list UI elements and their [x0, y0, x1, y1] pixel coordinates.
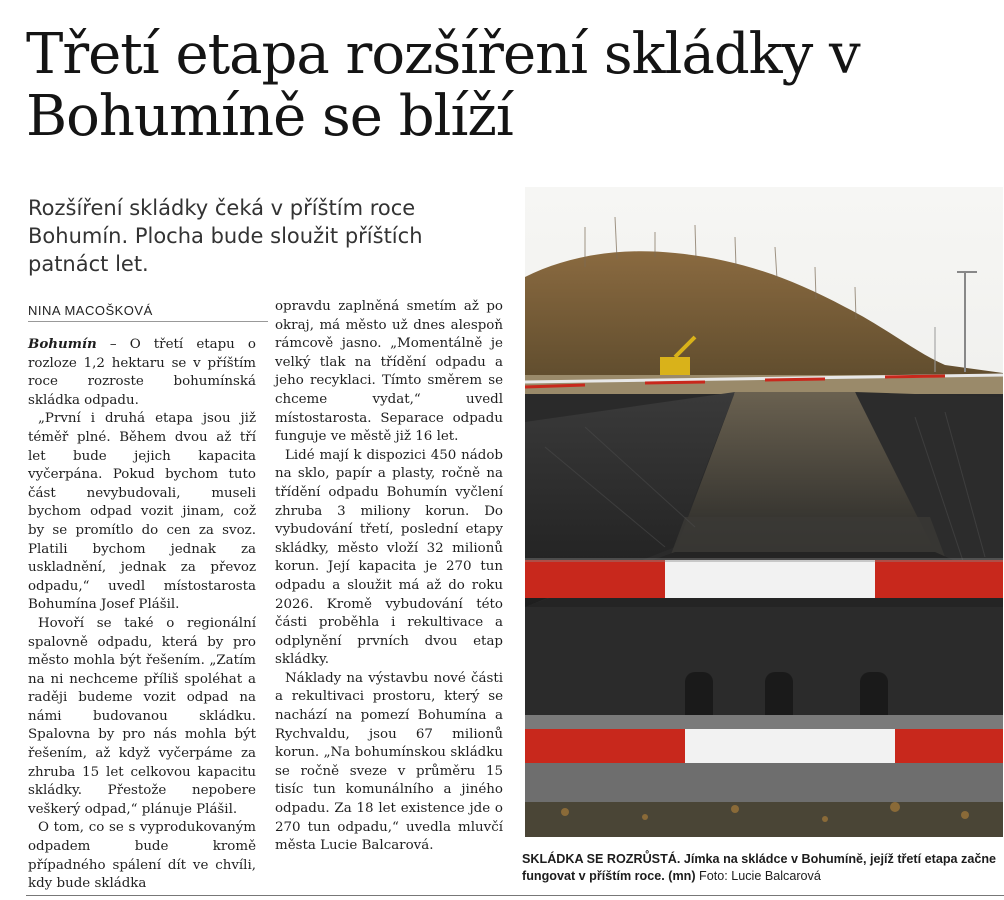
lead-paragraph: Rozšíření skládky čeká v příštím roce Bohumín. Plocha bude sloužit příštích patnáct let. — [28, 196, 423, 276]
article-column-2 — [275, 298, 503, 856]
headline: Třetí etapa rozšíření skládky v Bohumíně se blíží — [26, 22, 860, 149]
caption-text: SKLÁDKA SE ROZRŮSTÁ. Jímka na skládce v Bohumíně, jejíž třetí etapa začne fungovat v příštím roce. (mn) — [522, 852, 997, 883]
paragraph: Náklady na výstavbu nové části a rekultivaci prostoru, který se nachází na pomezí Bohumína a Rychvaldu, jsou 67 milionů korun. „Na bohumínskou skládku se ročně sveze v průměru 15 tisíc tun komunálního a jiného odpadu. Za 18 let existence jde o 270 tun odpadu,“ uvedla mluvčí města Lucie Balcarová. — [275, 670, 503, 854]
paragraph: Lidé mají k dispozici 450 nádob na sklo, papír a plasty, ročně na třídění odpadu Bohumín vyčlení zhruba 3 miliony korun. Do vybudování třetí, poslední etapy skládky, město vloží 32 milionů korun. Její kapacita je 270 tun odpadu a sloužit má až do roku 2026. Kromě vybudování této části proběhla i rekultivace a odplynění prvních dvou etap skládky. — [275, 447, 503, 668]
bottom-divider — [26, 895, 1004, 896]
byline: NINA MACOŠKOVÁ — [28, 303, 268, 322]
article-column-1 — [28, 335, 256, 894]
photo-caption — [522, 851, 1002, 885]
paragraph: opravdu zaplněná smetím až po okraj, má město už dnes alespoň rámcově jasno. „Momentálně je velký tlak na třídění odpadu a jeho recyklaci. Tímto směrem se chceme vydat,“ uvedl místostarosta. Separace odpadu funguje ve městě již 16 let. — [275, 299, 503, 445]
paragraph: „První i druhá etapa jsou již téměř plné. Během dvou až tří let bude jejich kapacita vyčerpána. Pokud bychom tuto část nevybudovali, museli bychom odpad vozit jinam, což by se promítlo do cen za svoz. Platili bychom jednak za uskladnění, jednak za převoz odpadu,“ uvedl místostarosta Bohumína Josef Plášil. — [28, 411, 256, 613]
paragraph-text: – O třetí etapu o rozloze 1,2 hektaru se v příštím roce rozroste bohumínská skládka odpadu. — [28, 337, 256, 408]
landfill-photo — [525, 187, 1003, 837]
paragraph: O tom, co se s vyprodukovaným odpadem bude kromě případného spálení dít ve chvíli, kdy bude skládka — [28, 820, 256, 892]
paragraph: Hovoří se také o regionální spalovně odpadu, která by pro město mohla být řešením. „Zatím na ni nechceme příliš spoléhat a raději budeme vozit odpad na námi budovanou skládku. Spalovna by pro nás mohla být řešením, až když vyčerpáme za zhruba 15 let celkovou kapacitu skládky. Přestože nepobere veškerý odpad,“ plánuje Plášil. — [28, 615, 256, 817]
paragraph — [28, 335, 256, 410]
dateline-place: Bohumín — [28, 336, 97, 352]
photo-credit: Foto: Lucie Balcarová — [699, 869, 821, 883]
